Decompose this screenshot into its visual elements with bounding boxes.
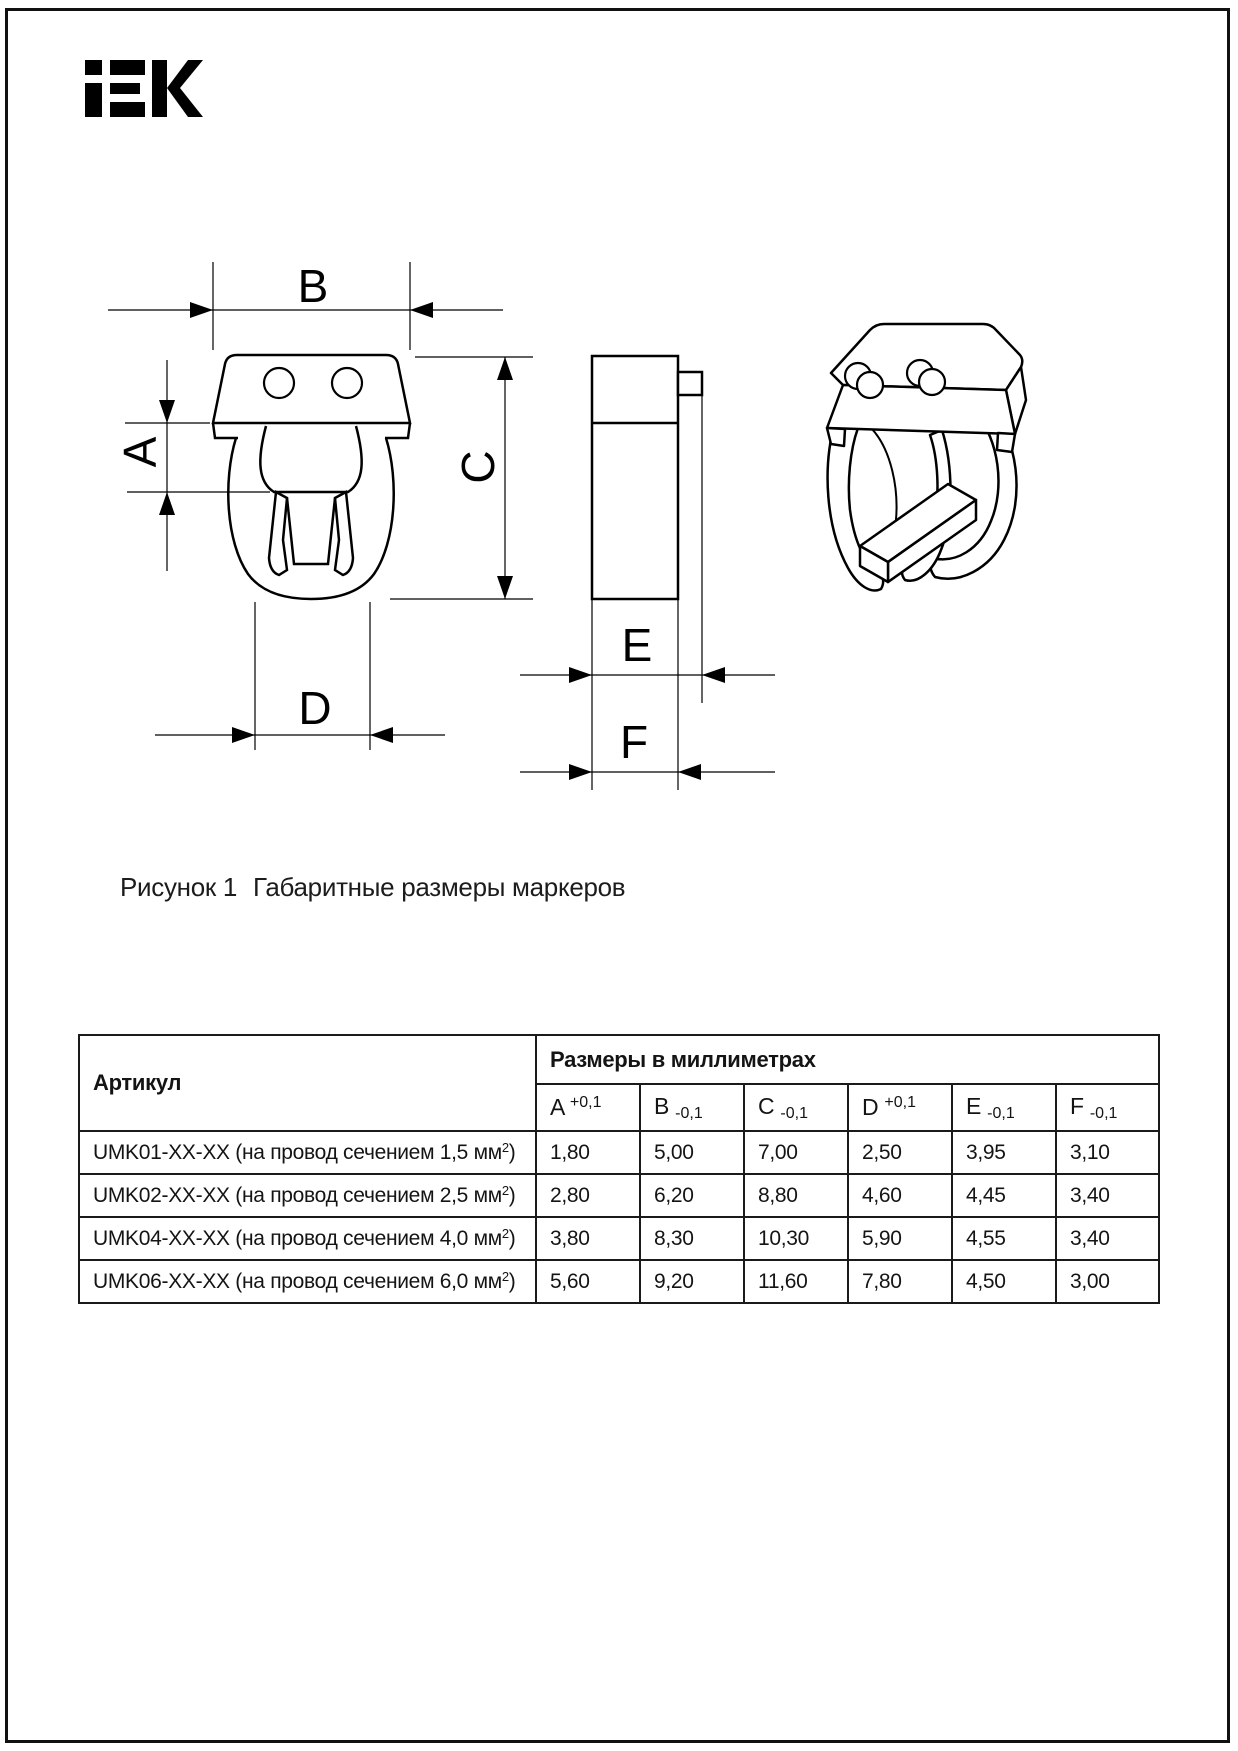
marker-3d-view [827, 324, 1026, 590]
value-cell: 3,80 [536, 1217, 640, 1260]
value-cell: 4,45 [952, 1174, 1056, 1217]
value-cell: 3,40 [1056, 1217, 1159, 1260]
value-cell: 1,80 [536, 1131, 640, 1174]
dim-label-F: F [619, 716, 649, 768]
col-header-A: A $^{+0,1}$ [536, 1084, 640, 1131]
value-cell: 11,60 [744, 1260, 848, 1303]
value-cell: 10,30 [744, 1217, 848, 1260]
value-cell: 7,00 [744, 1131, 848, 1174]
value-cell: 7,80 [848, 1260, 952, 1303]
tolerance-A: +0,1 [569, 1094, 602, 1111]
value-cell: 8,30 [640, 1217, 744, 1260]
iek-logo [85, 60, 203, 117]
col-header-article: Артикул [79, 1035, 536, 1131]
value-cell: 4,60 [848, 1174, 952, 1217]
table-row-umk02 [79, 1174, 1159, 1217]
tolerance-B: -0,1 [675, 1104, 703, 1122]
value-cell: 5,00 [640, 1131, 744, 1174]
col-header-D: D $^{+0,1}$ [848, 1084, 952, 1131]
tolerance-F: -0,1 [1089, 1104, 1118, 1122]
value-cell: 3,10 [1056, 1131, 1159, 1174]
value-cell: 3,40 [1056, 1174, 1159, 1217]
value-cell: 2,50 [848, 1131, 952, 1174]
value-cell: 4,55 [952, 1217, 1056, 1260]
marker-front-view [213, 355, 410, 599]
value-cell: 3,95 [952, 1131, 1056, 1174]
dimensions-table [78, 1034, 1160, 1304]
value-cell: 9,20 [640, 1260, 744, 1303]
figure-caption-number: Рисунок 1 [120, 872, 238, 902]
table-row-umk01 [79, 1131, 1159, 1174]
figure-caption [120, 872, 625, 903]
article-cell: UMK04-XX-XX (на провод сечением 4,0 $мм^2$) [79, 1217, 536, 1260]
value-cell: 6,20 [640, 1174, 744, 1217]
col-header-F: F $_{-0,1}$ [1056, 1084, 1159, 1131]
tolerance-D: +0,1 [884, 1094, 916, 1111]
table-row-umk06 [79, 1260, 1159, 1303]
marker-side-view [592, 356, 702, 599]
tolerance-C: -0,1 [780, 1104, 808, 1122]
marker-dimension-drawing [90, 230, 1030, 800]
col-group-header-sizes: Размеры в миллиметрах [536, 1035, 1159, 1084]
dim-label-B: B [297, 260, 329, 312]
tolerance-E: -0,1 [987, 1104, 1015, 1122]
figure-caption-text: Габаритные размеры маркеров [253, 872, 626, 902]
value-cell: 4,50 [952, 1260, 1056, 1303]
value-cell: 8,80 [744, 1174, 848, 1217]
dim-label-D: D [298, 682, 332, 734]
dim-label-A: A [114, 436, 166, 468]
article-cell: UMK06-XX-XX (на провод сечением 6,0 $мм^2$) [79, 1260, 536, 1303]
article-cell: UMK01-XX-XX (на провод сечением 1,5 $мм^2$) [79, 1131, 536, 1174]
value-cell: 2,80 [536, 1174, 640, 1217]
value-cell: 5,90 [848, 1217, 952, 1260]
col-header-C: C $_{-0,1}$ [744, 1084, 848, 1131]
col-header-E: E $_{-0,1}$ [952, 1084, 1056, 1131]
value-cell: 5,60 [536, 1260, 640, 1303]
value-cell: 3,00 [1056, 1260, 1159, 1303]
table-row-umk04 [79, 1217, 1159, 1260]
dim-label-E: E [621, 619, 653, 671]
dim-label-C: C [452, 450, 504, 484]
article-cell: UMK02-XX-XX (на провод сечением 2,5 $мм^2$) [79, 1174, 536, 1217]
col-header-B: B $_{-0,1}$ [640, 1084, 744, 1131]
